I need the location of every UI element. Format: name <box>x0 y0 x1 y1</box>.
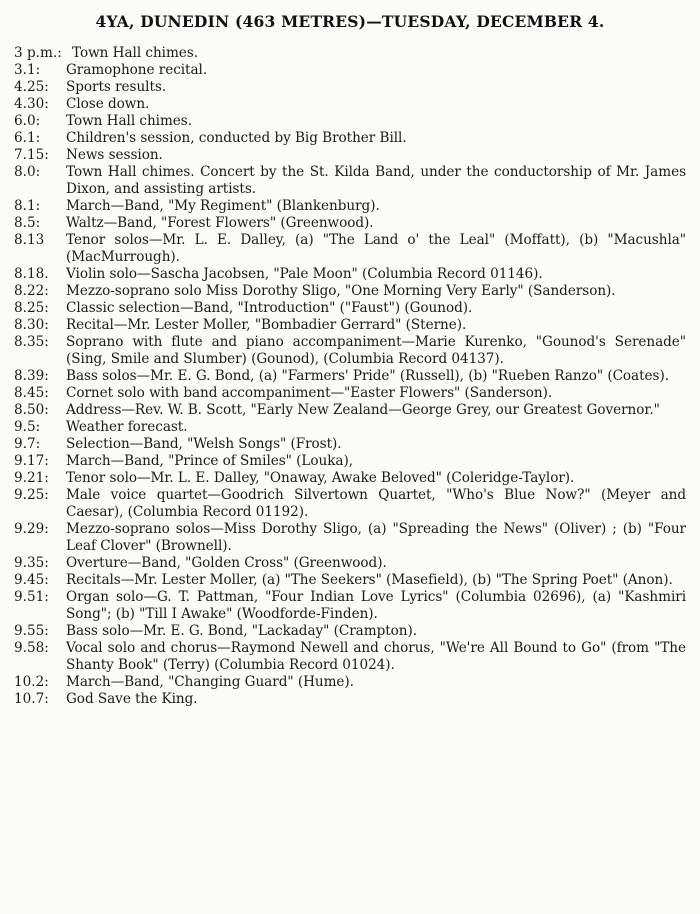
programme-entry <box>14 385 686 402</box>
programme-entry <box>14 147 686 164</box>
programme-entry <box>14 640 686 674</box>
entry-time: 8.35: <box>14 334 49 350</box>
programme-entry <box>14 232 686 266</box>
entry-time: 8.25: <box>14 300 49 316</box>
programme-entry <box>14 487 686 521</box>
programme-entry <box>14 521 686 555</box>
programme-entry <box>14 691 686 708</box>
programme-entry <box>14 283 686 300</box>
entry-text: March—Band, "Changing Guard" (Hume). <box>66 674 354 690</box>
entry-text: March—Band, "My Regiment" (Blankenburg). <box>66 198 380 214</box>
entry-text: Tenor solo—Mr. L. E. Dalley, "Onaway, Awake Beloved" (Coleridge-Taylor). <box>66 470 575 486</box>
entry-time: 9.21: <box>14 470 49 486</box>
entry-time: 9.5: <box>14 419 41 435</box>
programme-entry <box>14 572 686 589</box>
entry-time: 3.1: <box>14 62 41 78</box>
entry-text: Waltz—Band, "Forest Flowers" (Greenwood). <box>66 215 374 231</box>
entry-text: Address—Rev. W. B. Scott, "Early New Zealand—George Grey, our Greatest Governor." <box>66 402 660 418</box>
entry-time: 9.7: <box>14 436 41 452</box>
programme-entry <box>14 96 686 113</box>
entry-time: 8.0: <box>14 164 41 180</box>
entry-text: Male voice quartet—Goodrich Silvertown Quartet, "Who's Blue Now?" (Meyer and Caesar), (Columbia Record 01192). <box>66 487 686 520</box>
programme-entry <box>14 674 686 691</box>
entry-text: Town Hall chimes. <box>72 45 198 61</box>
entry-time: 8.5: <box>14 215 41 231</box>
programme-entry <box>14 130 686 147</box>
programme-entry <box>14 113 686 130</box>
entry-text: Close down. <box>66 96 150 112</box>
programme-entry <box>14 623 686 640</box>
entry-text: Cornet solo with band accompaniment—"Easter Flowers" (Sanderson). <box>66 385 553 401</box>
programme-entry <box>14 266 686 283</box>
entry-time: 4.25: <box>14 79 49 95</box>
entry-time: 9.35: <box>14 555 49 571</box>
entry-time: 9.51: <box>14 589 49 605</box>
entry-text: Sports results. <box>66 79 167 95</box>
entry-text: Children's session, conducted by Big Brother Bill. <box>66 130 407 146</box>
programme-entry <box>14 453 686 470</box>
entry-time: 4.30: <box>14 96 49 112</box>
entry-text: Gramophone recital. <box>66 62 208 78</box>
programme-entry <box>14 419 686 436</box>
entry-time: 8.45: <box>14 385 49 401</box>
entry-text: Town Hall chimes. Concert by the St. Kilda Band, under the conductorship of Mr. James Dixon, and assisting artists. <box>66 164 686 197</box>
entry-text: News session. <box>66 147 163 163</box>
entry-text: March—Band, "Prince of Smiles" (Louka), <box>66 453 353 469</box>
entry-time: 8.1: <box>14 198 41 214</box>
programme-entry <box>14 555 686 572</box>
programme-entry <box>14 79 686 96</box>
entry-text: Violin solo—Sascha Jacobsen, "Pale Moon" (Columbia Record 01146). <box>66 266 543 282</box>
entry-text: Bass solo—Mr. E. G. Bond, "Lackaday" (Crampton). <box>66 623 417 639</box>
entry-time: 8.30: <box>14 317 49 333</box>
entry-time: 8.39: <box>14 368 49 384</box>
programme-entry <box>14 62 686 79</box>
entry-time: 9.55: <box>14 623 49 639</box>
programme-entry <box>14 402 686 419</box>
entry-text: Recitals—Mr. Lester Moller, (a) "The Seekers" (Masefield), (b) "The Spring Poet" (Anon). <box>66 572 673 588</box>
entry-text: Recital—Mr. Lester Moller, "Bombadier Gerrard" (Sterne). <box>66 317 467 333</box>
programme-entry <box>14 368 686 385</box>
programme-entry <box>14 589 686 623</box>
entry-text: Classic selection—Band, "Introduction" ("Faust") (Gounod). <box>66 300 473 316</box>
entry-text: God Save the King. <box>66 691 198 707</box>
programme-entry <box>14 45 686 62</box>
entry-time: 9.25: <box>14 487 49 503</box>
programme-entry <box>14 164 686 198</box>
entry-text: Overture—Band, "Golden Cross" (Greenwood). <box>66 555 387 571</box>
entry-time: 10.7: <box>14 691 49 707</box>
programme-list <box>14 45 686 708</box>
entry-text: Selection—Band, "Welsh Songs" (Frost). <box>66 436 342 452</box>
entry-time: 10.2: <box>14 674 49 690</box>
entry-time: 8.22: <box>14 283 49 299</box>
programme-entry <box>14 436 686 453</box>
programme-entry <box>14 300 686 317</box>
entry-text: Soprano with flute and piano accompaniment—Marie Kurenko, "Gounod's Serenade" (Sing, Smile and Slumber) (Gounod), (Columbia Record 04137). <box>66 334 686 367</box>
entry-time: 9.45: <box>14 572 49 588</box>
entry-time: 7.15: <box>14 147 49 163</box>
entry-time: 8.18. <box>14 266 49 282</box>
entry-text: Town Hall chimes. <box>66 113 192 129</box>
entry-time: 8.13 <box>14 232 45 248</box>
programme-entry <box>14 470 686 487</box>
entry-time: 8.50: <box>14 402 49 418</box>
programme-entry <box>14 317 686 334</box>
entry-time: 9.17: <box>14 453 49 469</box>
entry-text: Organ solo—G. T. Pattman, "Four Indian Love Lyrics" (Columbia 02696), (a) "Kashmiri Song"; (b) "Till I Awake" (Woodforde-Finden). <box>66 589 686 622</box>
entry-text: Mezzo-soprano solo Miss Dorothy Sligo, "One Morning Very Early" (Sanderson). <box>66 283 616 299</box>
programme-entry <box>14 334 686 368</box>
entry-time: 9.29: <box>14 521 49 537</box>
entry-text: Vocal solo and chorus—Raymond Newell and chorus, "We're All Bound to Go" (from "The Shanty Book" (Terry) (Columbia Record 01024). <box>66 640 686 673</box>
entry-time: 6.0: <box>14 113 41 129</box>
entry-text: Weather forecast. <box>66 419 188 435</box>
programme-entry <box>14 215 686 232</box>
entry-time: 6.1: <box>14 130 41 146</box>
entry-time: 3 p.m.: <box>14 45 62 61</box>
entry-text: Bass solos—Mr. E. G. Bond, (a) "Farmers' Pride" (Russell), (b) "Rueben Ranzo" (Coates). <box>66 368 669 384</box>
entry-time: 9.58: <box>14 640 49 656</box>
entry-text: Mezzo-soprano solos—Miss Dorothy Sligo, (a) "Spreading the News" (Oliver) ; (b) "Four Leaf Clover" (Brownell). <box>66 521 686 554</box>
entry-text: Tenor solos—Mr. L. E. Dalley, (a) "The Land o' the Leal" (Moffatt), (b) "Macushla" (MacMurrough). <box>66 232 686 265</box>
programme-entry <box>14 198 686 215</box>
page-title: 4YA, DUNEDIN (463 METRES)—TUESDAY, DECEMBER 4. <box>95 12 605 31</box>
